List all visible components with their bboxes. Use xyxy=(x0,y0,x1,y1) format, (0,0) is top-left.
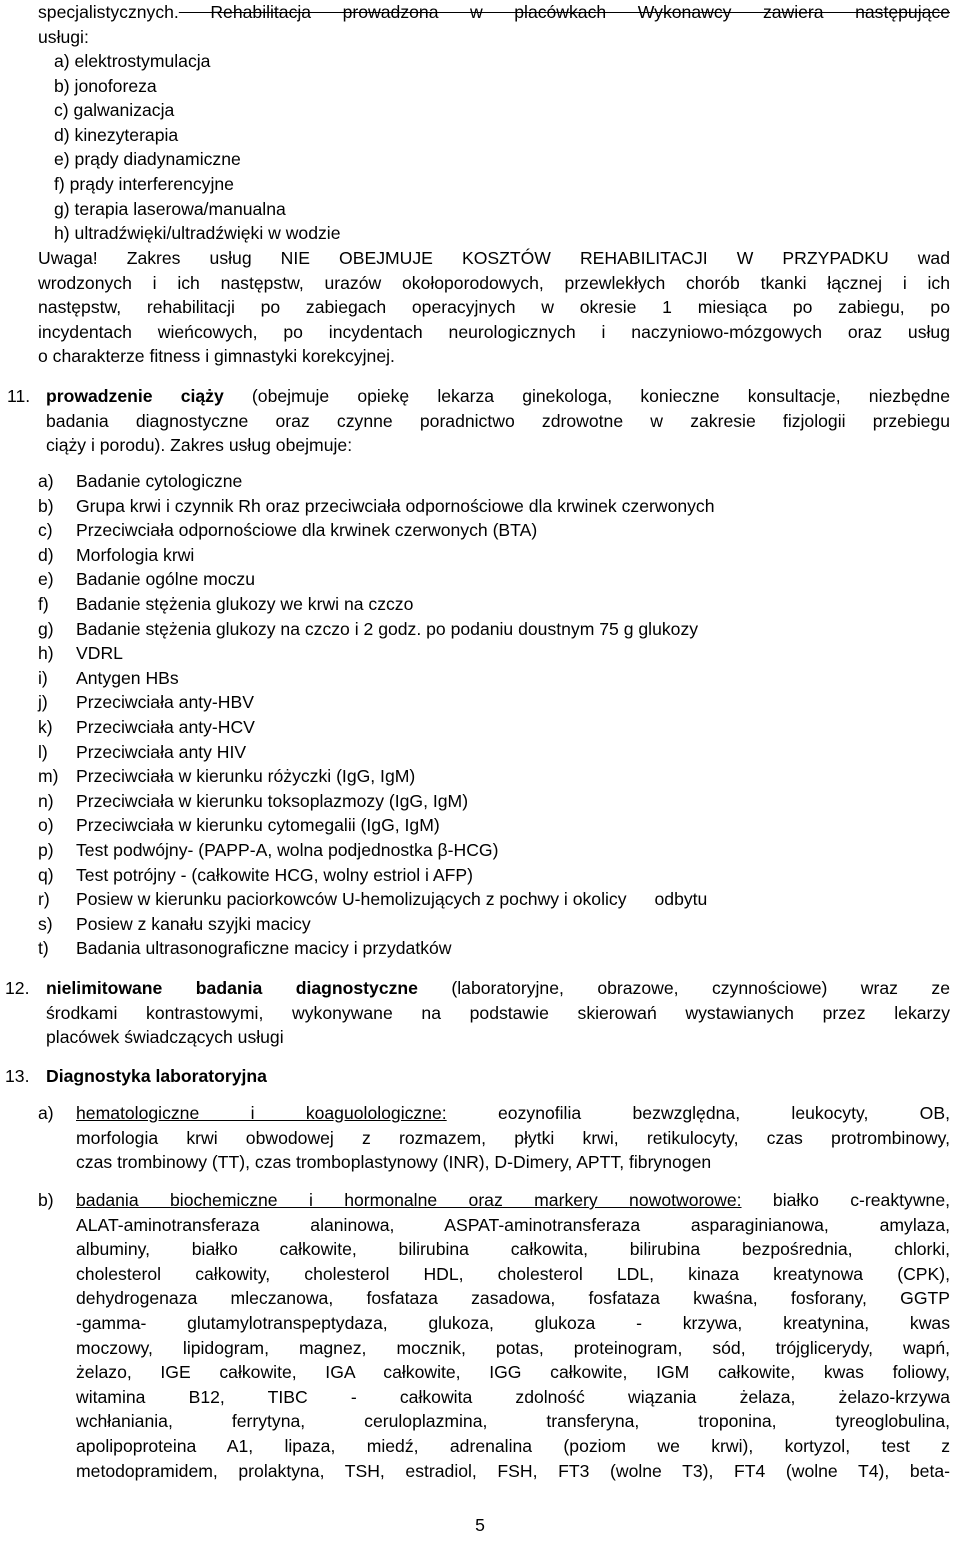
list-item: m) Przeciwciała w kierunku różyczki (IgG, IgM) xyxy=(38,766,416,787)
list-item: f) Badanie stężenia glukozy we krwi na czczo xyxy=(38,593,414,614)
list-item: a) Badanie cytologiczne xyxy=(38,471,243,491)
intro-text-a: specjalistycznych. xyxy=(38,2,179,22)
warning-line: Uwaga! Zakres usług NIE OBEJMUJE KOSZTÓW REHABILITACJI W PRZYPADKU wad xyxy=(38,248,950,268)
section-title: nielimitowane badania diagnostyczne xyxy=(46,978,418,998)
section-line: ciąży i porodu). Zakres usług obejmuje: xyxy=(46,435,353,456)
warning-line: incydentach wieńcowych, po incydentach neurologicznych i naczyniowo-mózgowych oraz usług xyxy=(38,321,950,342)
section-title: Diagnostyka laboratoryjna xyxy=(46,1066,267,1086)
list-item: h) VDRL xyxy=(38,643,123,664)
lab-hematology: a) hematologiczne i koaguolologiczne: eozynofilia bezwzględna, leukocyty, OB, morfologia krwi obwodowej z rozmazem, płytki krwi, retikulocyty, czas protrombinowy, czas trombinowy (TT), czas tromboplastynowy (INR), D-Dimery, APTT, fibrynogen xyxy=(38,1103,950,1173)
list-item: e) prądy diadynamiczne xyxy=(54,149,241,170)
section-line: (laboratoryjne, obrazowe, czynnościowe) wraz ze xyxy=(417,978,950,998)
warning-line: następstw, rehabilitacji po zabiegach operacyjnych w okresie 1 miesiąca po zabiegu, po xyxy=(38,297,950,318)
list-item: c) galwanizacja xyxy=(54,100,175,121)
list-item: s) Posiew z kanału szyjki macicy xyxy=(38,913,311,934)
list-item: e) Badanie ogólne moczu xyxy=(38,569,255,590)
list-item: r) Posiew w kierunku paciorkowców U-hemolizujących z pochwy i okolicy odbytu xyxy=(38,889,708,910)
section-line: (obejmuje opiekę lekarza ginekologa, konieczne konsultacje, niezbędne xyxy=(223,386,950,406)
list-item: f) prądy interferencyjne xyxy=(54,173,234,194)
list-item: t) Badania ultrasonograficzne macicy i przydatków xyxy=(38,938,452,959)
list-item: i) Antygen HBs xyxy=(38,667,179,688)
list-item: p) Test podwójny- (PAPP-A, wolna podjednostka β-HCG) xyxy=(38,839,499,860)
list-item: b) jonoforeza xyxy=(54,75,157,96)
list-item: q) Test potrójny - (całkowite HCG, wolny estriol i AFP) xyxy=(38,864,473,885)
list-item: o) Przeciwciała w kierunku cytomegalii (IgG, IgM) xyxy=(38,815,440,836)
item-heading: hematologiczne i koaguolologiczne: xyxy=(76,1103,447,1123)
list-item: l) Przeciwciała anty HIV xyxy=(38,741,247,762)
intro-line-2: usługi: xyxy=(38,26,89,47)
list-item: n) Przeciwciała w kierunku toksoplazmozy (IgG, IgM) xyxy=(38,790,469,811)
section-13 xyxy=(0,1064,960,1089)
section-line: badania diagnostyczne oraz czynne poradnictwo zdrowotne w zakresie fizjologii przebiegu xyxy=(46,410,950,431)
rehab-list xyxy=(0,49,960,246)
section-title: prowadzenie ciąży xyxy=(46,386,224,406)
item-label: a) xyxy=(38,1103,54,1123)
warning-line: wrodzonych i ich następstw, urazów okołoporodowych, przewlekłych chorób tkanki łącznej i ich xyxy=(38,272,950,293)
list-item: g) terapia laserowa/manualna xyxy=(54,198,286,219)
item-label: b) xyxy=(38,1190,54,1210)
list-item: d) kinezyterapia xyxy=(54,124,179,145)
warning-line: o charakterze fitness i gimnastyki korekcyjnej. xyxy=(38,346,395,367)
list-item: c) Przeciwciała odpornościowe dla krwinek czerwonych (BTA) xyxy=(38,520,538,541)
section-12 xyxy=(0,976,960,1050)
section-number: 13. xyxy=(5,1066,30,1086)
list-item: g) Badanie stężenia glukozy na czczo i 2 godz. po podaniu doustnym 75 g glukozy xyxy=(38,618,699,639)
section-line: środkami kontrastowymi, wykonywane na podstawie skierowań wystawianych przez lekarzy xyxy=(46,1002,950,1023)
list-item: h) ultradźwięki/ultradźwięki w wodzie xyxy=(54,223,341,244)
section-11 xyxy=(0,384,960,458)
section-number: 11. xyxy=(7,386,31,406)
list-item: b) Grupa krwi i czynnik Rh oraz przeciwciała odpornościowe dla krwinek czerwonych xyxy=(38,495,715,516)
item-heading: badania biochemiczne i hormonalne oraz markery nowotworowe: xyxy=(76,1190,742,1210)
intro-text-b: Rehabilitacja prowadzona w placówkach Wykonawcy zawiera następujące xyxy=(178,2,950,22)
list-item: d) Morfologia krwi xyxy=(38,544,195,565)
intro-paragraph xyxy=(0,0,960,49)
section-number: 12. xyxy=(5,978,30,998)
section-line: placówek świadczących usługi xyxy=(46,1027,284,1048)
list-item: a) elektrostymulacja xyxy=(54,51,211,71)
warning-paragraph xyxy=(0,246,950,369)
list-item: j) Przeciwciała anty-HBV xyxy=(38,692,254,713)
page-number: 5 xyxy=(475,1515,485,1535)
pregnancy-tests-list xyxy=(0,469,960,961)
lab-biochemistry: b) badania biochemiczne i hormonalne oraz markery nowotworowe: białko c-reaktywne, ALAT-aminotransferaza alaninowa, ASPAT-aminotransferaza asparaginianowa, amylaza, albuminy, białko całkowite, bilirubina całkowita, bilirubina bezpośrednia, chlorki, cholesterol całkowity, cholesterol HDL, cholesterol LDL, kinaza kreatynowa (CPK), dehydrogenaza mleczanowa, fosfataza zasadowa, fosfataza kwaśna, fosforany, GGTP -gamma- glutamylotranspeptydaza, glukoza, glukoza - krzywa, kreatynina, kwas moczowy, lipidogram, magnez, mocznik, potas, proteinogram, sód, trójglicerydy, wapń, żelazo, IGE całkowite, IGA całkowite, IGG całkowite, IGM całkowite, kwas foliowy, witamina B12, TIBC - całkowita zdolność wiązania żelaza, żelazo-krzywa wchłaniania, ferrytyna, ceruloplazmina, transferyna, troponina, tyreoglobulina, apolipoproteina A1, lipaza, miedź, adrenalina (poziom we krwi), kortyzol, test z metodopramidem, prolaktyna, TSH, estradiol, FSH, FT3 (wolne T3), FT4 (wolne T4), beta- xyxy=(38,1190,950,1481)
list-item: k) Przeciwciała anty-HCV xyxy=(38,716,255,737)
